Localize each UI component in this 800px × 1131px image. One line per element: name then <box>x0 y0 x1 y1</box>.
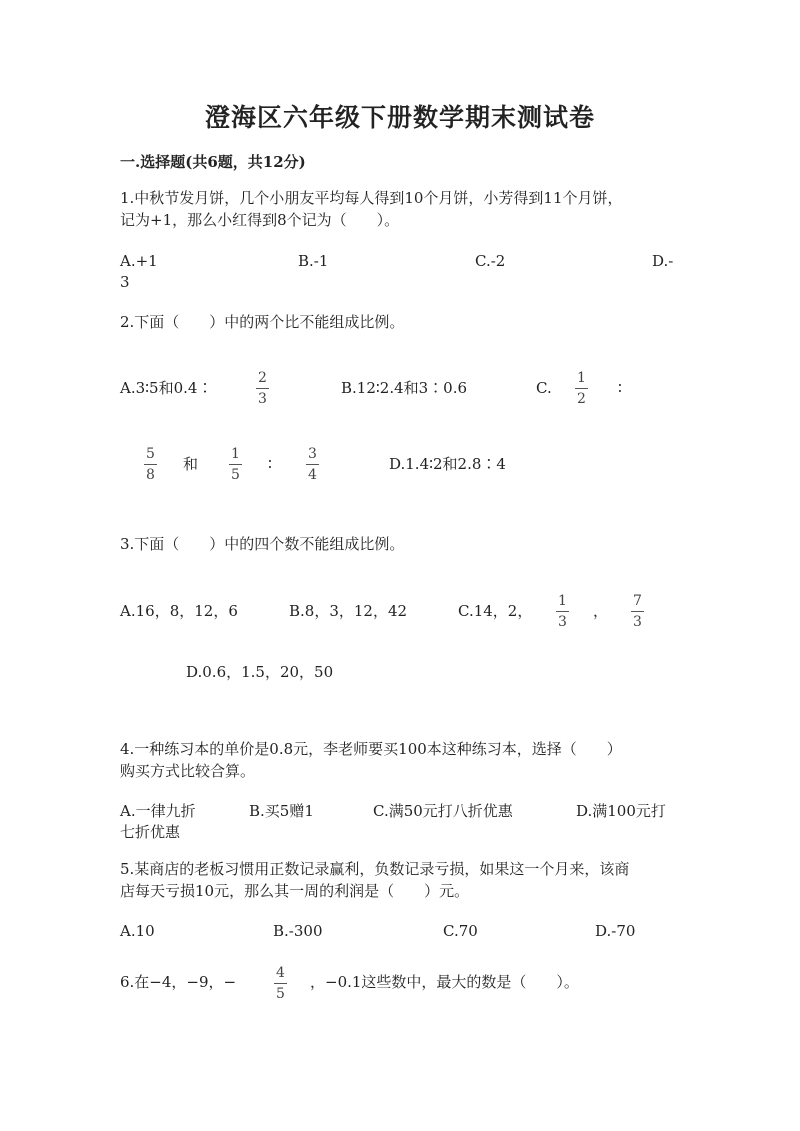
fraction-bar <box>229 464 242 465</box>
fraction-denominator: 5 <box>231 467 240 483</box>
fraction-numerator: 2 <box>258 370 267 386</box>
q5-option-b: B.-300 <box>273 922 323 940</box>
fraction-bar <box>556 611 569 612</box>
q1-stem-line2: 记为+1，那么小红得到8个记为（ ）。 <box>120 211 400 229</box>
q2-option-c-ratio-colon: ∶ <box>268 455 272 473</box>
q4-stem-line1: 4.一种练习本的单价是0.8元，李老师要买100本这种练习本，选择（ ） <box>120 740 622 758</box>
q5-stem-line1: 5.某商店的老板习惯用正数记录赢利，负数记录亏损，如果这一个月来，该商 <box>120 860 630 878</box>
fraction-denominator: 3 <box>558 614 567 630</box>
q3-option-c-fraction-1 <box>556 593 569 630</box>
q1-option-a: A.+1 <box>120 252 158 270</box>
fraction-bar <box>306 464 319 465</box>
q5-option-a: A.10 <box>120 922 155 940</box>
q5-option-d: D.-70 <box>595 922 636 940</box>
fraction-numerator: 1 <box>577 370 586 386</box>
q5-stem-line2: 店每天亏损10元，那么其一周的利润是（ ）元。 <box>120 882 470 900</box>
fraction-bar <box>631 611 644 612</box>
q1-option-b: B.-1 <box>298 252 329 270</box>
q3-option-c-comma: ， <box>593 602 609 620</box>
fraction-denominator: 3 <box>258 391 267 407</box>
page-title: 澄海区六年级下册数学期末测试卷 <box>204 103 595 132</box>
q1-option-c: C.-2 <box>475 252 506 270</box>
q2-option-a-fraction <box>256 370 269 407</box>
q4-option-b: B.买5赠1 <box>249 802 314 820</box>
fraction-numerator: 5 <box>146 446 155 462</box>
q3-stem: 3.下面（ ）中的四个数不能组成比例。 <box>120 535 405 553</box>
fraction-numerator: 4 <box>276 965 285 981</box>
fraction-numerator: 1 <box>558 593 567 609</box>
fraction-bar <box>256 388 269 389</box>
q2-stem: 2.下面（ ）中的两个比不能组成比例。 <box>120 313 405 331</box>
fraction-bar <box>144 464 157 465</box>
q6-stem-start: 6.在−4，−9，− <box>120 973 237 991</box>
q4-option-c: C.满50元打八折优惠 <box>373 802 513 820</box>
q2-option-c-fraction-1-5 <box>229 446 242 483</box>
q1-stem-line1: 1.中秋节发月饼，几个小朋友平均每人得到10个月饼，小芳得到11个月饼， <box>120 189 623 207</box>
fraction-denominator: 8 <box>146 467 155 483</box>
q2-option-b: B.12∶2.4和3∶0.6 <box>341 379 468 397</box>
q4-option-a: A.一律九折 <box>120 802 196 820</box>
q2-option-c-label: C. <box>536 379 552 397</box>
q3-option-d: D.0.6，1.5，20，50 <box>186 663 334 681</box>
fraction-bar <box>575 388 588 389</box>
q2-option-c-and: 和 <box>183 455 199 473</box>
fraction-numerator: 1 <box>231 446 240 462</box>
q1-option-d-wrap: 3 <box>120 273 130 291</box>
q3-option-a: A.16，8，12，6 <box>120 602 238 620</box>
q3-option-b: B.8，3，12，42 <box>289 602 408 620</box>
q5-option-c: C.70 <box>443 922 478 940</box>
q3-option-c-fraction-2 <box>631 593 644 630</box>
fraction-denominator: 4 <box>308 467 317 483</box>
q4-stem-line2: 购买方式比较合算。 <box>120 762 256 780</box>
fraction-denominator: 5 <box>276 986 285 1002</box>
q2-option-c-colon: ∶ <box>618 379 622 397</box>
q2-option-c-fraction-3-4 <box>306 446 319 483</box>
q6-fraction <box>274 965 287 1002</box>
q6-stem-end: ，−0.1这些数中，最大的数是（ ）。 <box>310 973 579 991</box>
q2-option-a-text: A.3∶5和0.4∶ <box>120 379 213 397</box>
q2-option-d: D.1.4∶2和2.8∶4 <box>389 455 506 473</box>
q2-option-c-fraction-5-8 <box>144 446 157 483</box>
q4-option-d: D.满100元打 <box>576 802 666 820</box>
q1-option-d: D.- <box>652 252 674 270</box>
q2-option-c-fraction <box>575 370 588 407</box>
fraction-bar <box>274 983 287 984</box>
fraction-denominator: 2 <box>577 391 586 407</box>
fraction-denominator: 3 <box>633 614 642 630</box>
q3-option-c-text: C.14，2， <box>458 602 533 620</box>
q4-option-d-wrap: 七折优惠 <box>120 823 181 841</box>
fraction-numerator: 7 <box>633 593 642 609</box>
section-heading: 一.选择题(共6题，共12分) <box>120 153 306 171</box>
fraction-numerator: 3 <box>308 446 317 462</box>
